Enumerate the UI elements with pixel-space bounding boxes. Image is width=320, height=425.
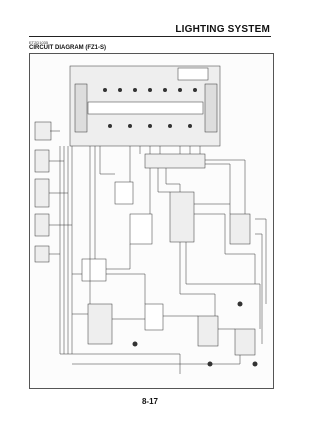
circuit-diagram xyxy=(29,53,274,389)
page-number: 8-17 xyxy=(141,397,158,406)
page-header-title: LIGHTING SYSTEM xyxy=(175,24,270,35)
section-code: ET2D1035 xyxy=(29,40,49,45)
section-title: CIRCUIT DIAGRAM (FZ1-S) xyxy=(29,45,106,51)
circuit-diagram-graphic xyxy=(30,54,273,388)
header-rule xyxy=(29,36,271,37)
